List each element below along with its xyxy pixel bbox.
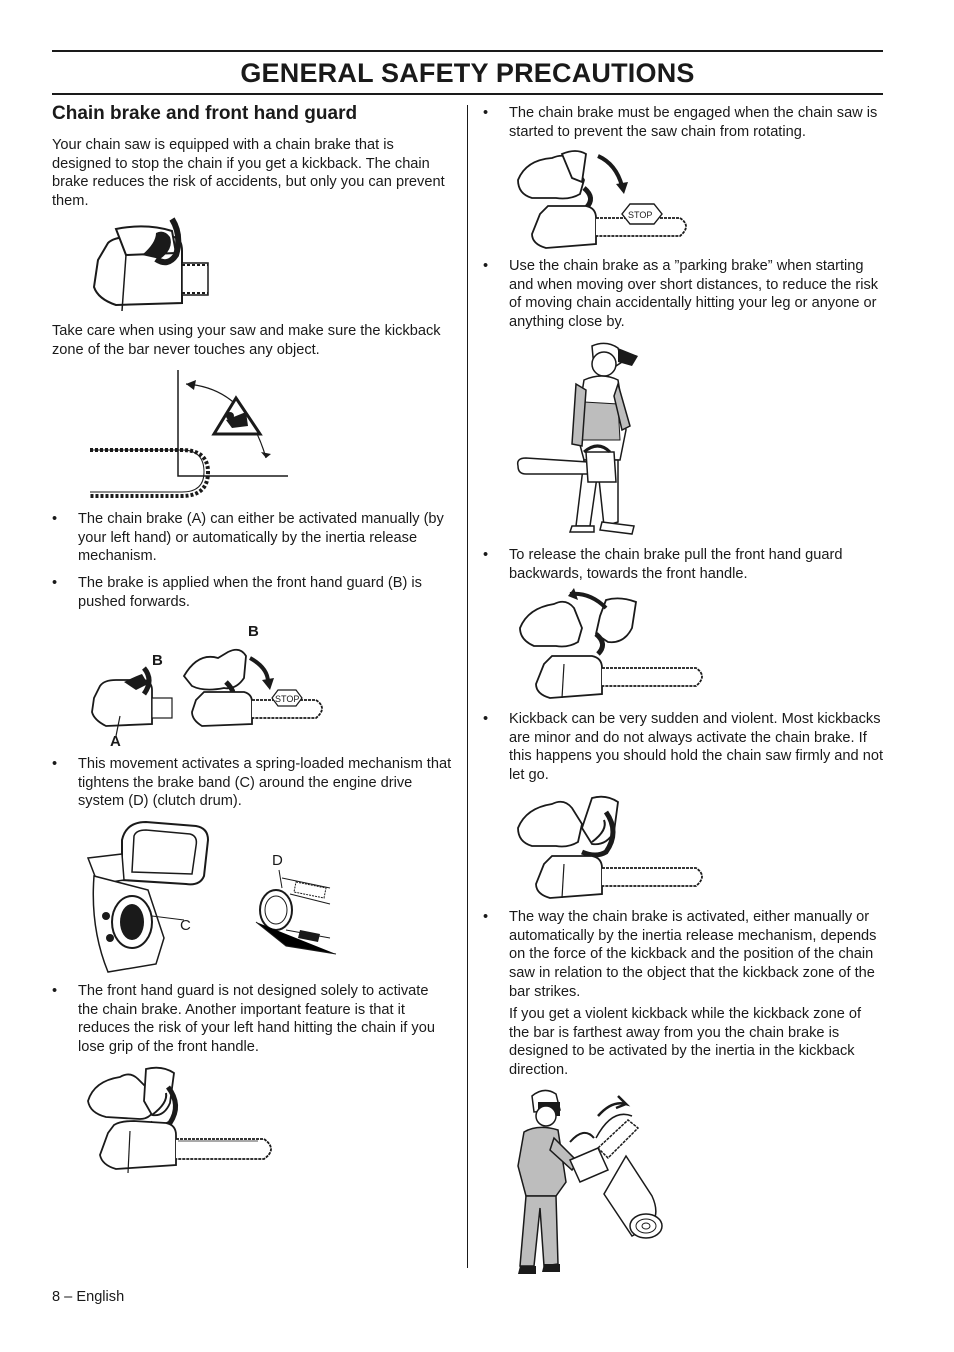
brake-band-illustration bbox=[86, 818, 346, 978]
kickback-zone-illustration bbox=[86, 368, 291, 503]
label-d: D bbox=[272, 852, 283, 869]
firm-grip-illustration bbox=[516, 792, 711, 902]
header-rule-bottom bbox=[52, 93, 883, 95]
care-paragraph: Take care when using your saw and make sure the kickback zone of the bar never touches any object. bbox=[52, 323, 441, 358]
bullet-text: The chain brake (A) can either be activated manually (by your left hand) or automatically by the inertia release mechanism. bbox=[78, 511, 444, 565]
bullet-text: The way the chain brake is activated, either manually or automatically by the inertia release mechanism, depends on the force of the kickback and the position of the chain saw in relation to the object that the kickback zone of the bar strikes. bbox=[509, 909, 877, 1000]
header-rule-top bbox=[52, 50, 883, 52]
stop-sign-label: STOP bbox=[628, 210, 653, 220]
bullet-text: The front hand guard is not designed solely to activate the chain brake. Another important feature is that it reduces the risk of your left hand hitting the chain if you lose grip of the front handle. bbox=[78, 983, 435, 1056]
brake-release-illustration bbox=[516, 588, 711, 700]
column-divider bbox=[467, 105, 468, 1268]
label-a: A bbox=[110, 733, 121, 750]
inertia-paragraph: If you get a violent kickback while the kickback zone of the bar is farthest away from you the chain brake is designed to be activated by the inertia in the kickback direction. bbox=[509, 1006, 862, 1079]
label-b-left: B bbox=[152, 652, 163, 669]
label-b-top: B bbox=[248, 623, 259, 640]
label-c: C bbox=[180, 917, 191, 934]
operator-carrying-saw-illustration bbox=[514, 340, 644, 545]
bullet-text: The chain brake must be engaged when the chain saw is started to prevent the saw chain from rotating. bbox=[509, 105, 878, 140]
bullet-text: To release the chain brake pull the front hand guard backwards, towards the front handle. bbox=[509, 547, 843, 582]
bullet-text: The brake is applied when the front hand guard (B) is pushed forwards. bbox=[78, 575, 422, 610]
intro-paragraph: Your chain saw is equipped with a chain brake that is designed to stop the chain if you get a kickback. The chain brake reduces the risk of accidents, but only you can prevent them. bbox=[52, 137, 445, 210]
section-title: Chain brake and front hand guard bbox=[52, 103, 358, 124]
bullet-text: Kickback can be very sudden and violent. Most kickbacks are minor and do not always activate the chain brake. If this happens you should hold the chain saw firmly and not let go. bbox=[509, 711, 883, 784]
brake-activation-illustration bbox=[84, 620, 334, 750]
stop-sign-label: STOP bbox=[275, 694, 300, 704]
page-footer: 8 – English bbox=[52, 1289, 125, 1305]
page-title: GENERAL SAFETY PRECAUTIONS bbox=[240, 58, 695, 88]
bullet-text: Use the chain brake as a ”parking brake” when starting and when moving over short distances, to reduce the risk of moving chain accidentally hitting your leg or anyone or anything close by. bbox=[509, 258, 879, 331]
kickback-operator-illustration bbox=[514, 1086, 666, 1276]
brake-engaged-illustration bbox=[516, 148, 696, 253]
chain-brake-illustration bbox=[86, 215, 216, 315]
bullet-text: This movement activates a spring-loaded mechanism that tightens the brake band (C) around the engine drive system (D) (clutch drum). bbox=[78, 756, 452, 810]
hand-guard-illustration bbox=[86, 1065, 278, 1175]
